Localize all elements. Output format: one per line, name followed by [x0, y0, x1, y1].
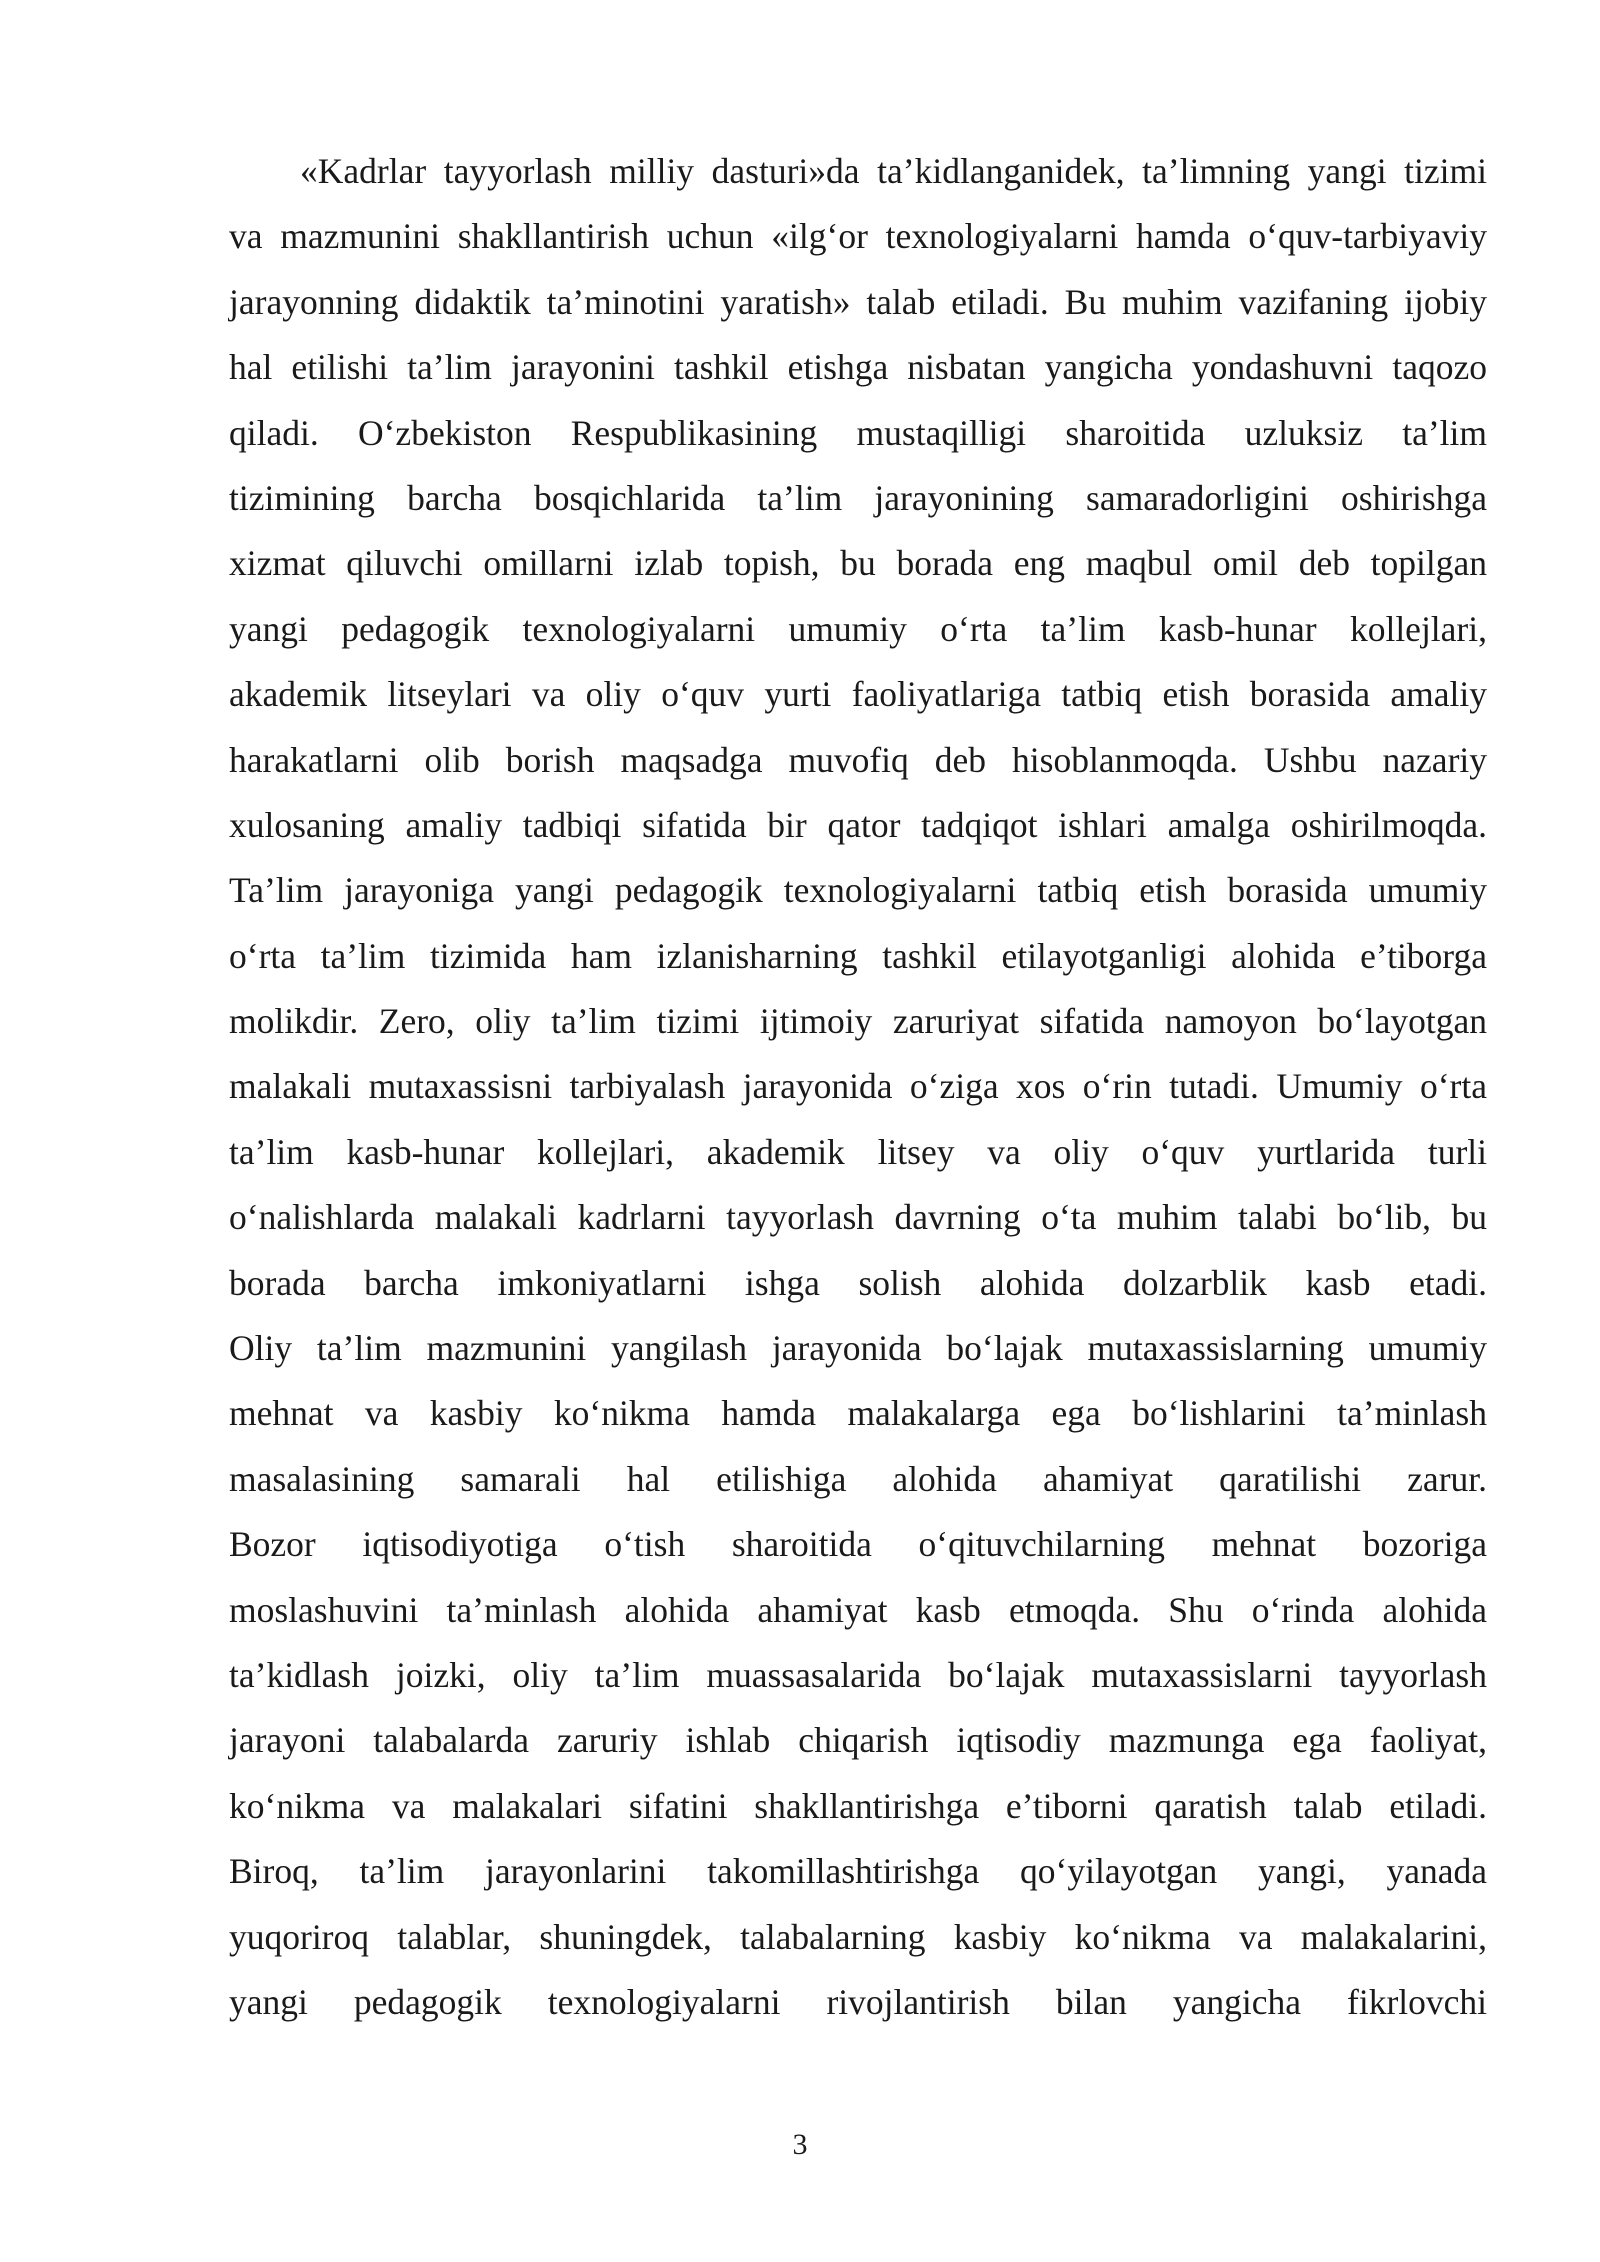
text-line: yuqoriroq talablar, shuningdek, talabalarning kasbiy ko‘nikma va malakalarini, [229, 1916, 1487, 1957]
text-line: moslashuvini ta’minlash alohida ahamiyat kasb etmoqda. Shu o‘rinda alohida [229, 1589, 1487, 1630]
text-line: hal etilishi ta’lim jarayonini tashkil etishga nisbatan yangicha yondashuvni taqozo [229, 347, 1487, 388]
text-line: va mazmunini shakllantirish uchun «ilg‘or texnologiyalarni hamda o‘quv-tarbiyaviy [229, 216, 1487, 257]
page-number: 3 [792, 2128, 808, 2161]
text-line: Ta’lim jarayoniga yangi pedagogik texnologiyalarni tatbiq etish borasida umumiy [229, 870, 1487, 911]
body-paragraph [229, 139, 1487, 2035]
text-line: Bozor iqtisodiyotiga o‘tish sharoitida o‘qituvchilarning mehnat bozoriga [229, 1524, 1487, 1565]
text-line: «Kadrlar tayyorlash milliy dasturi»da ta’kidlanganidek, ta’limning yangi tizimi [300, 151, 1487, 191]
text-line: o‘rta ta’lim tizimida ham izlanisharning tashkil etilayotganligi alohida e’tiborga [229, 935, 1487, 976]
text-line: borada barcha imkoniyatlarni ishga solish alohida dolzarblik kasb etadi. [229, 1262, 1487, 1303]
text-line: qiladi. O‘zbekiston Respublikasining mustaqilligi sharoitida uzluksiz ta’lim [229, 412, 1487, 453]
text-line: xizmat qiluvchi omillarni izlab topish, bu borada eng maqbul omil deb topilgan [229, 543, 1487, 584]
text-line: tizimining barcha bosqichlarida ta’lim jarayonining samaradorligini oshirishga [229, 477, 1487, 518]
text-line: molikdir. Zero, oliy ta’lim tizimi ijtimoiy zaruriyat sifatida namoyon bo‘layotgan [229, 1001, 1487, 1042]
text-line: yangi pedagogik texnologiyalarni rivojlantirish bilan yangicha fikrlovchi [229, 1981, 1487, 2022]
text-line: Oliy ta’lim mazmunini yangilash jarayonida bo‘lajak mutaxassislarning umumiy [229, 1328, 1487, 1369]
text-line: ta’kidlash joizki, oliy ta’lim muassasalarida bo‘lajak mutaxassislarni tayyorlash [229, 1654, 1487, 1695]
text-line: jarayonning didaktik ta’minotini yaratish» talab etiladi. Bu muhim vazifaning ijobiy [229, 281, 1487, 322]
text-line: o‘nalishlarda malakali kadrlarni tayyorlash davrning o‘ta muhim talabi bo‘lib, bu [229, 1197, 1487, 1238]
text-line: ko‘nikma va malakalari sifatini shakllantirishga e’tiborni qaratish talab etiladi. [229, 1785, 1487, 1826]
text-line: yangi pedagogik texnologiyalarni umumiy o‘rta ta’lim kasb-hunar kollejlari, [229, 608, 1487, 649]
text-line: harakatlarni olib borish maqsadga muvofiq deb hisoblanmoqda. Ushbu nazariy [229, 739, 1487, 780]
text-line: mehnat va kasbiy ko‘nikma hamda malakalarga ega bo‘lishlarini ta’minlash [229, 1393, 1487, 1434]
text-line: Biroq, ta’lim jarayonlarini takomillashtirishga qo‘yilayotgan yangi, yanada [229, 1851, 1487, 1892]
text-line: jarayoni talabalarda zaruriy ishlab chiqarish iqtisodiy mazmunga ega faoliyat, [229, 1720, 1487, 1761]
text-line: masalasining samarali hal etilishiga alohida ahamiyat qaratilishi zarur. [229, 1458, 1487, 1499]
text-line: ta’lim kasb-hunar kollejlari, akademik litsey va oliy o‘quv yurtlarida turli [229, 1131, 1487, 1172]
text-line: malakali mutaxassisni tarbiyalash jarayonida o‘ziga xos o‘rin tutadi. Umumiy o‘rta [229, 1066, 1487, 1107]
text-line: xulosaning amaliy tadbiqi sifatida bir qator tadqiqot ishlari amalga oshirilmoqda. [229, 804, 1487, 845]
text-line: akademik litseylari va oliy o‘quv yurti faoliyatlariga tatbiq etish borasida amaliy [229, 674, 1487, 715]
